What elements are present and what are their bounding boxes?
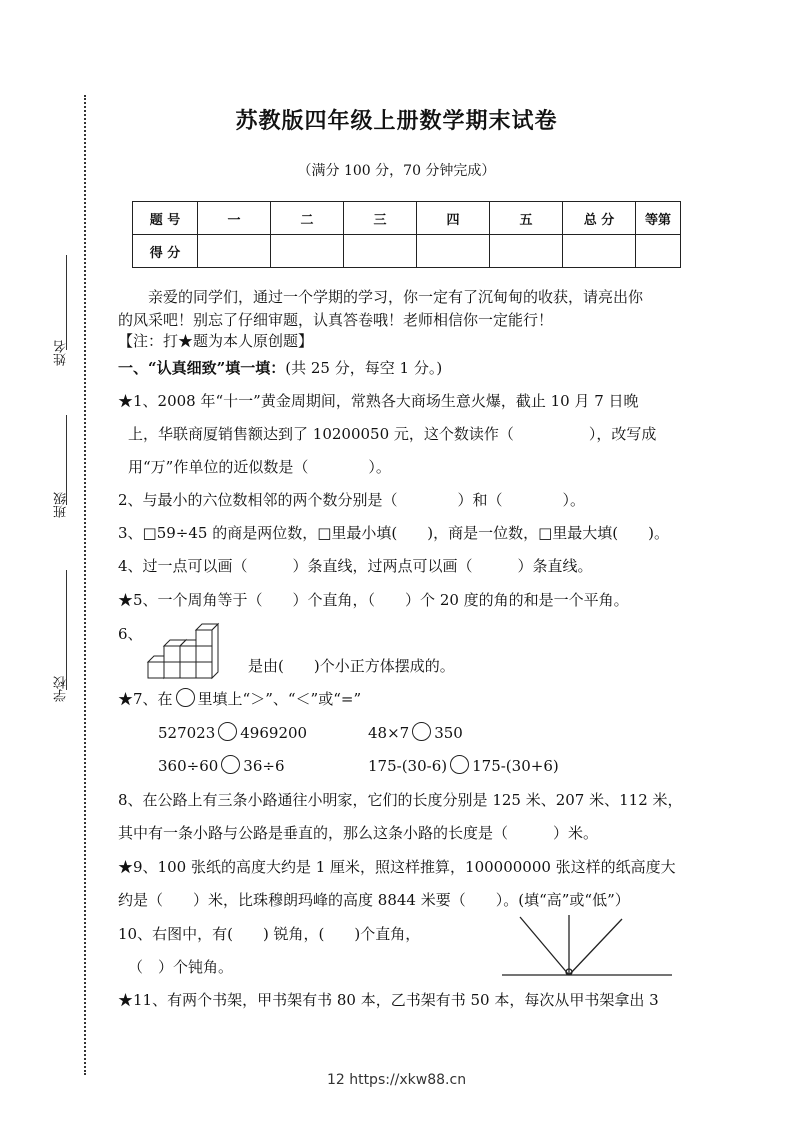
- question-4: 4、过一点可以画（ ）条直线，过两点可以画（ ）条直线。: [118, 557, 593, 575]
- question-2: 2、与最小的六位数相邻的两个数分别是（ ）和（ ）。: [118, 491, 586, 509]
- question-1-line-3: 用“万”作单位的近似数是（ ）。: [128, 458, 391, 476]
- question-7-line: [118, 688, 361, 709]
- question-1-line-1: ★1、2008 年“十一”黄金周期间，常熟各大商场生意火爆，截止 10 月 7 日晚: [118, 392, 639, 410]
- header-cell: 四: [417, 202, 490, 235]
- compare-circle-icon[interactable]: [221, 755, 240, 774]
- compare-row-2b: [368, 755, 559, 775]
- question-8-line-1: 8、在公路上有三条小路通往小明家，它们的长度分别是 125 米、207 米、112 米，: [118, 791, 683, 809]
- page-title: 苏教版四年级上册数学期末试卷: [235, 108, 558, 134]
- section1-heading-line: [118, 357, 442, 378]
- compare-right: 36÷6: [243, 757, 285, 775]
- question-10-line-1: 10、右图中，有( ) 锐角，( )个直角，: [118, 925, 421, 943]
- section1-heading: 一、“认真细致”填一填：: [118, 359, 286, 377]
- school-blank-line: [66, 570, 67, 690]
- section1-points: (共 25 分，每空 1 分。): [285, 359, 443, 377]
- score-table-header-row: [133, 202, 681, 235]
- compare-circle-icon[interactable]: [218, 722, 237, 741]
- class-label: 班级: [54, 492, 69, 518]
- compare-circle-icon: [176, 688, 195, 707]
- binding-dotted-line: [84, 95, 86, 1075]
- score-table: [132, 201, 681, 268]
- score-cell[interactable]: [198, 235, 271, 268]
- compare-circle-icon[interactable]: [450, 755, 469, 774]
- page-subtitle: （满分 100 分，70 分钟完成）: [297, 163, 496, 179]
- score-cell[interactable]: [490, 235, 563, 268]
- question-10-line-2: （ ）个钝角。: [128, 958, 234, 976]
- compare-right: 350: [434, 724, 463, 742]
- score-cell[interactable]: [563, 235, 636, 268]
- compare-left: 48×7: [368, 724, 410, 742]
- compare-row-1a: [158, 722, 307, 742]
- score-cell[interactable]: [344, 235, 417, 268]
- compare-right: 4969200: [240, 724, 308, 742]
- header-cell: 五: [490, 202, 563, 235]
- score-cell[interactable]: [417, 235, 490, 268]
- intro-line-1: 亲爱的同学们，通过一个学期的学习，你一定有了沉甸甸的收获，请亮出你: [148, 288, 644, 306]
- header-cell: 题 号: [133, 202, 198, 235]
- question-3: 3、□59÷45 的商是两位数，□里最小填( )，商是一位数，□里最大填( )。: [118, 524, 669, 542]
- question-1-line-2: 上，华联商厦销售额达到了 10200050 元，这个数读作（ ），改写成: [128, 425, 657, 443]
- header-cell: 总 分: [563, 202, 636, 235]
- cube-stack-figure: [146, 618, 228, 684]
- question-7-pre: ★7、在: [118, 690, 173, 708]
- question-5: ★5、一个周角等于（ ）个直角，（ ）个 20 度的角的和是一个平角。: [118, 591, 629, 609]
- question-9-line-2: 约是（ ）米，比珠穆朗玛峰的高度 8844 米要（ ）。(填“高”或“低”）: [118, 891, 630, 909]
- compare-right: 175-(30+6): [472, 757, 559, 775]
- score-table-score-row: [133, 235, 681, 268]
- score-row-label: 得 分: [133, 235, 198, 268]
- compare-row-1b: [368, 722, 463, 742]
- question-11: ★11、有两个书架，甲书架有书 80 本，乙书架有书 50 本，每次从甲书架拿出 3: [118, 991, 659, 1009]
- question-6-text: 是由( )个小正方体摆成的。: [248, 657, 455, 675]
- question-6-number: 6、: [118, 625, 143, 643]
- question-8-line-2: 其中有一条小路与公路是垂直的，那么这条小路的长度是（ ）米。: [118, 824, 599, 842]
- compare-left: 527023: [158, 724, 216, 742]
- intro-line-2: 的风采吧！别忘了仔细审题，认真答卷哦！老师相信你一定能行！: [118, 311, 554, 329]
- header-cell: 一: [198, 202, 271, 235]
- school-label: 学校: [54, 676, 69, 702]
- compare-left: 175-(30-6): [368, 757, 448, 775]
- header-cell: 等第: [636, 202, 681, 235]
- angles-figure: [502, 915, 672, 977]
- header-cell: 三: [344, 202, 417, 235]
- score-cell[interactable]: [271, 235, 344, 268]
- question-9-line-1: ★9、100 张纸的高度大约是 1 厘米，照这样推算，100000000 张这样的纸高度大: [118, 858, 676, 876]
- page-footer: 12 https://xkw88.cn: [326, 1072, 467, 1088]
- name-blank-line: [66, 255, 67, 350]
- compare-row-2a: [158, 755, 285, 775]
- name-label: 姓名: [54, 340, 69, 366]
- compare-left: 360÷60: [158, 757, 219, 775]
- question-7-post: 里填上“＞”、“＜”或“=”: [197, 690, 362, 708]
- score-cell[interactable]: [636, 235, 681, 268]
- compare-circle-icon[interactable]: [412, 722, 431, 741]
- note-line: 【注：打★题为本人原创题】: [118, 332, 314, 350]
- header-cell: 二: [271, 202, 344, 235]
